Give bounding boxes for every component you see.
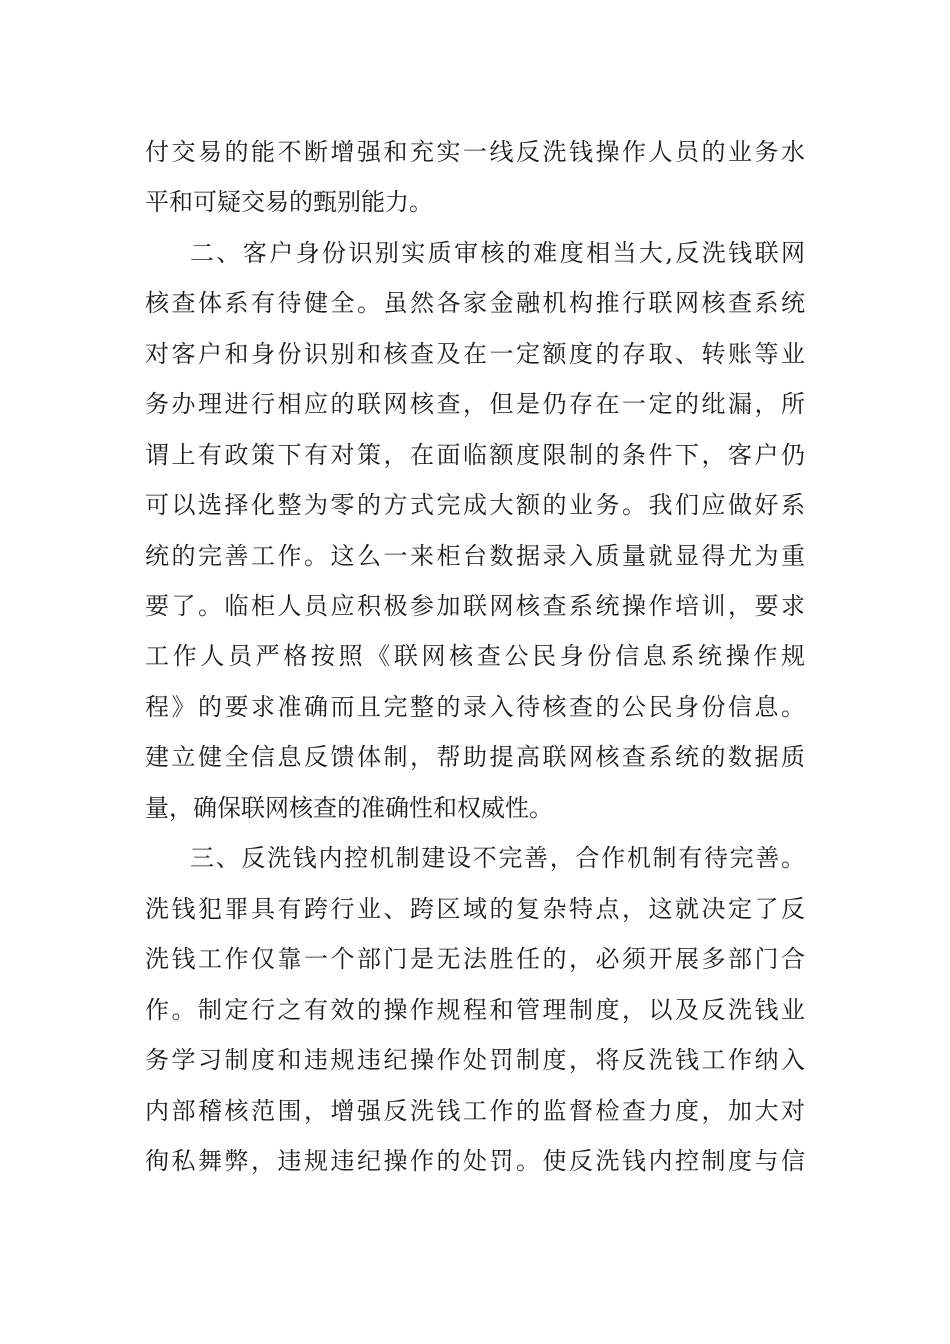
text-line-17: 洗钱工作仅靠一个部门是无法胜任的，必须开展多部门合 <box>145 945 805 973</box>
text-line-18: 作。制定行之有效的操作规程和管理制度，以及反洗钱业 <box>145 996 805 1024</box>
text-line-19: 务学习制度和违规违纪操作处罚制度，将反洗钱工作纳入 <box>145 1046 805 1074</box>
paragraph-2-heading-line: 二、客户身份识别实质审核的难度相当大,反洗钱联网 <box>190 239 805 267</box>
text-line-7: 谓上有政策下有对策，在面临额度限制的条件下，客户仍 <box>145 441 805 469</box>
text-line-6: 务办理进行相应的联网核查，但是仍存在一定的纰漏，所 <box>145 390 805 418</box>
text-line-10: 要了。临柜人员应积极参加联网核查系统操作培训，要求 <box>145 592 805 620</box>
text-line-16: 洗钱犯罪具有跨行业、跨区域的复杂特点，这就决定了反 <box>145 895 805 923</box>
text-line-12: 程》的要求准确而且完整的录入待核查的公民身份信息。 <box>145 693 805 721</box>
text-line-11: 工作人员严格按照《联网核查公民身份信息系统操作规 <box>145 642 805 670</box>
paragraph-3-heading-line: 三、反洗钱内控机制建设不完善，合作机制有待完善。 <box>190 844 805 872</box>
text-line-20: 内部稽核范围，增强反洗钱工作的监督检查力度，加大对 <box>145 1097 805 1125</box>
text-line-21: 徇私舞弊，违规违纪操作的处罚。使反洗钱内控制度与信 <box>145 1147 805 1175</box>
text-line-5: 对客户和身份识别和核查及在一定额度的存取、转账等业 <box>145 340 805 368</box>
text-line-2: 平和可疑交易的甄别能力。 <box>145 188 433 216</box>
text-line-13: 建立健全信息反馈体制，帮助提高联网核查系统的数据质 <box>145 743 805 771</box>
text-line-4: 核查体系有待健全。虽然各家金融机构推行联网核查系统 <box>145 289 805 317</box>
text-line-1: 付交易的能不断增强和充实一线反洗钱操作人员的业务水 <box>145 138 805 166</box>
text-line-8: 可以选择化整为零的方式完成大额的业务。我们应做好系 <box>145 491 805 519</box>
text-line-9: 统的完善工作。这么一来柜台数据录入质量就显得尤为重 <box>145 542 805 570</box>
text-line-14: 量，确保联网核查的准确性和权威性。 <box>145 794 553 822</box>
